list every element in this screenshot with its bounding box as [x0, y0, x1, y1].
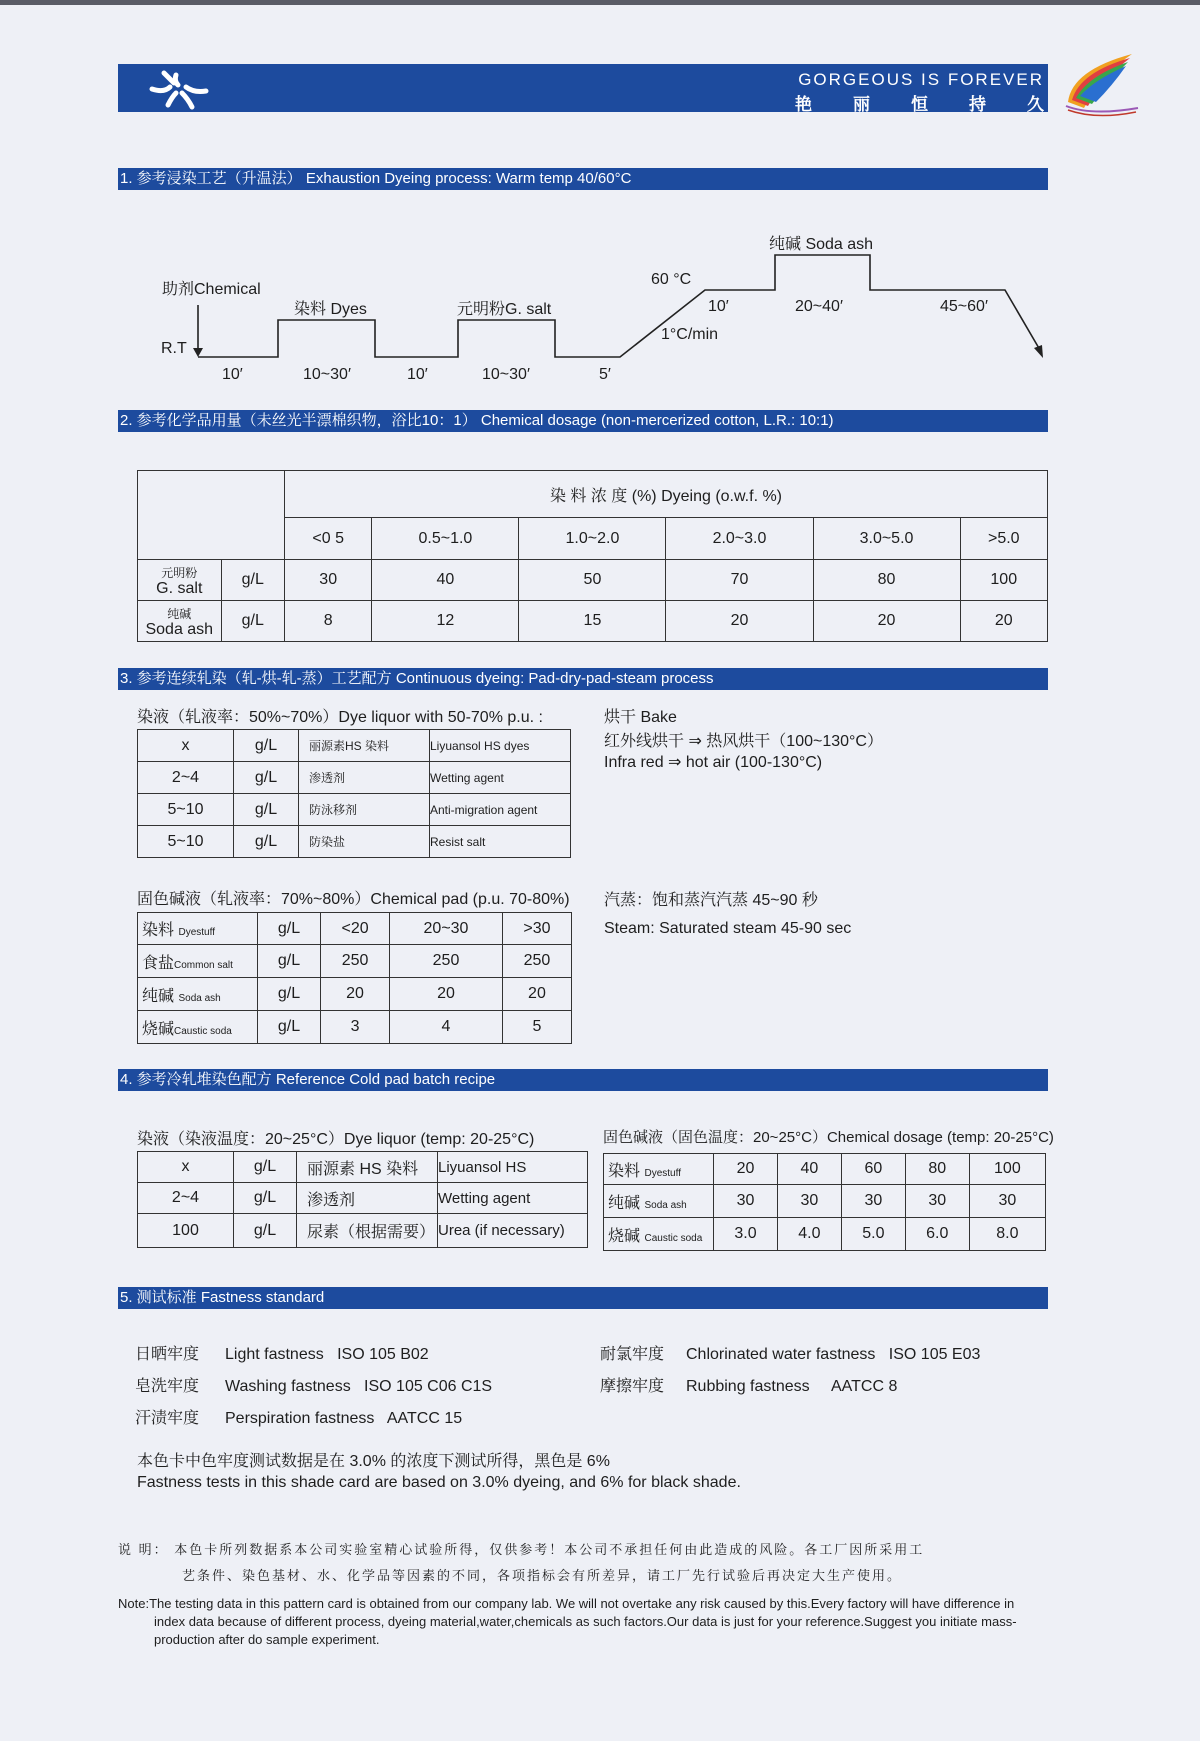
item-cn-cell: 丽源素HS 染料	[299, 730, 430, 762]
value-cell: 30	[777, 1185, 841, 1218]
amount-cell: 2~4	[138, 762, 234, 794]
table-row	[138, 560, 1048, 601]
time-label: 10′	[222, 366, 243, 383]
table-row	[138, 913, 572, 945]
item-en-cell: Wetting agent	[438, 1183, 588, 1214]
value-cell: 40	[777, 1154, 841, 1185]
row-label-cn: 食盐	[142, 954, 175, 972]
value-cell: 30	[841, 1185, 905, 1218]
section-2-title: 2. 参考化学品用量（未丝光半漂棉织物，浴比10：1） Chemical dosage (non-mercerized cotton, L.R.: 10:1)	[118, 410, 1048, 432]
value-cell: 70	[666, 560, 813, 601]
chemical-pad-label: 固色碱液（轧液率：70%~80%）Chemical pad (p.u. 70-80%)	[137, 891, 570, 908]
row-label-en: G. salt	[156, 579, 203, 597]
row-label-cn: 染料	[142, 922, 175, 939]
fastness-std: AATCC 15	[386, 1410, 463, 1427]
bake-line-en: Infra red ⇒ hot air (100-130°C)	[604, 754, 823, 771]
fastness-cn: 日晒牢度	[135, 1346, 200, 1363]
slogan-chinese	[754, 90, 1044, 115]
amount-cell: x	[138, 1152, 234, 1183]
value-cell: 50	[519, 560, 666, 601]
fastness-std: ISO 105 B02	[337, 1346, 429, 1363]
value-cell: 4	[390, 1011, 503, 1044]
value-cell: 8	[285, 601, 372, 642]
row-label-cn: 烧碱	[608, 1227, 641, 1245]
temp-label: 60 °C	[651, 271, 692, 288]
row-label-en: Soda ash	[145, 620, 214, 638]
value-cell: 80	[905, 1154, 969, 1185]
fastness-en: Perspiration fastness	[225, 1410, 375, 1427]
cold-dye-liquor-table	[137, 1151, 588, 1248]
value-cell: 6.0	[905, 1218, 969, 1251]
value-cell: 60	[841, 1154, 905, 1185]
row-label	[604, 1218, 714, 1251]
slogan-char: 丽	[853, 95, 870, 114]
item-en-cell: Anti-migration agent	[430, 794, 571, 826]
time-label: 45~60′	[940, 298, 988, 315]
unit-cell: g/L	[258, 978, 321, 1011]
item-en-cell: Liyuansol HS	[438, 1152, 588, 1183]
slogan-char: 持	[969, 95, 986, 114]
value-cell: 250	[390, 945, 503, 978]
table-row	[138, 730, 571, 762]
row-label-cn: 纯碱	[142, 987, 175, 1005]
time-label: 10~30′	[482, 366, 530, 383]
item-en-cell: Liyuansol HS dyes	[430, 730, 571, 762]
value-cell: 80	[813, 560, 960, 601]
unit-cell: g/L	[258, 913, 321, 945]
section-3-title: 3. 参考连续轧染（轧-烘-轧-蒸）工艺配方 Continuous dyeing: Pad-dry-pad-steam process	[118, 668, 1048, 690]
fastness-item	[600, 1341, 980, 1364]
table-row	[604, 1154, 1046, 1185]
gsalt-label: 元明粉G. salt	[457, 301, 552, 318]
chemical-dosage-table	[137, 470, 1048, 642]
value-cell: 20	[321, 978, 390, 1011]
column-header: >5.0	[960, 518, 1047, 560]
item-cn-cell: 渗透剂	[299, 762, 430, 794]
unit-cell: g/L	[234, 1152, 297, 1183]
value-cell: 250	[321, 945, 390, 978]
dyeing-process-diagram	[150, 220, 1050, 390]
column-header: 0.5~1.0	[372, 518, 519, 560]
row-label-en: Common salt	[174, 959, 233, 971]
value-cell: 250	[502, 945, 571, 978]
value-cell: 15	[519, 601, 666, 642]
fastness-item	[600, 1373, 897, 1396]
row-label-cn: 元明粉	[161, 565, 198, 580]
unit-cell: g/L	[258, 1011, 321, 1044]
row-label-cn: 纯碱	[167, 606, 192, 621]
value-cell: 5.0	[841, 1218, 905, 1251]
slogan-char: 久	[1027, 95, 1044, 114]
disclaimer-cn-line2: 艺条件、染色基材、水、化学品等因素的不同，各项指标会有所差异，请工厂先行试验后再决定大生产使用。	[182, 1568, 903, 1583]
table-row	[138, 1183, 588, 1214]
unit-cell: g/L	[234, 826, 299, 858]
row-label-en: Soda ash	[644, 1199, 687, 1211]
fastness-item	[135, 1373, 492, 1396]
unit-cell: g/L	[221, 601, 284, 642]
section-5-title: 5. 测试标准 Fastness standard	[118, 1287, 1048, 1309]
amount-cell: 5~10	[138, 826, 234, 858]
table-row	[138, 794, 571, 826]
row-label-en: Dyestuff	[178, 927, 215, 938]
slogan-english: GORGEOUS IS FOREVER	[798, 70, 1044, 89]
company-logo-icon	[142, 67, 214, 111]
time-label: 10~30′	[303, 366, 351, 383]
pad-dye-liquor-table	[137, 729, 571, 858]
fastness-en: Chlorinated water fastness	[686, 1346, 876, 1363]
value-cell: <20	[321, 913, 390, 945]
row-label-cn: 烧碱	[142, 1020, 175, 1038]
value-cell: 20~30	[390, 913, 503, 945]
amount-cell: x	[138, 730, 234, 762]
column-header: 1.0~2.0	[519, 518, 666, 560]
row-label-en: Soda ash	[178, 992, 221, 1004]
row-label	[138, 913, 258, 945]
table-row	[138, 978, 572, 1011]
row-label	[138, 978, 258, 1011]
bake-title: 烘干 Bake	[604, 709, 677, 726]
value-cell: 30	[905, 1185, 969, 1218]
row-label	[138, 1011, 258, 1044]
column-header: 3.0~5.0	[813, 518, 960, 560]
unit-cell: g/L	[234, 1214, 297, 1248]
chemical-label: 助剂Chemical	[162, 281, 261, 298]
row-label-cn: 纯碱	[608, 1194, 641, 1212]
column-header: 2.0~3.0	[666, 518, 813, 560]
table-row	[604, 1218, 1046, 1251]
item-en-cell: Urea (if necessary)	[438, 1214, 588, 1248]
value-cell: 12	[372, 601, 519, 642]
cold-dye-liquor-label: 染液（染液温度：20~25°C）Dye liquor (temp: 20-25°C)	[137, 1131, 535, 1148]
fastness-en: Washing fastness	[225, 1378, 351, 1395]
disclaimer-en: Note:The testing data in this pattern card is obtained from our company lab. We will not overtake any risk caused by this.Every factory will have difference in index data because of different process, dyeing material,water,chemicals as such factors.Our data is just for your reference.Suggest you initiate mass-production after do sample experiment.	[118, 1596, 1017, 1647]
bake-line-cn: 红外线烘干 ⇒ 热风烘干（100~130°C）	[604, 733, 883, 750]
dye-liquor-label: 染液（轧液率：50%~70%）Dye liquor with 50-70% p.u. :	[137, 709, 543, 726]
fastness-std: AATCC 8	[830, 1378, 898, 1395]
fastness-item	[135, 1405, 462, 1428]
steam-cn: 汽蒸：饱和蒸汽汽蒸 45~90 秒	[604, 892, 818, 909]
slogan-char: 艳	[795, 95, 812, 114]
value-cell: 5	[502, 1011, 571, 1044]
unit-cell: g/L	[234, 1183, 297, 1214]
value-cell: 20	[666, 601, 813, 642]
row-label	[604, 1154, 714, 1185]
table-row	[138, 945, 572, 978]
section-1-title: 1. 参考浸染工艺（升温法） Exhaustion Dyeing process: Warm temp 40/60°C	[118, 168, 1048, 190]
table-row	[138, 1011, 572, 1044]
row-label	[138, 560, 222, 601]
item-cn-cell: 渗透剂	[297, 1183, 438, 1214]
value-cell: 30	[714, 1185, 778, 1218]
fastness-en: Light fastness	[225, 1346, 324, 1363]
cold-chem-table	[603, 1153, 1046, 1251]
table-row	[138, 1152, 588, 1183]
unit-cell: g/L	[234, 794, 299, 826]
time-label: 10′	[708, 298, 729, 315]
value-cell: 20	[390, 978, 503, 1011]
row-label-en: Dyestuff	[644, 1167, 681, 1179]
table-row	[604, 1185, 1046, 1218]
value-cell: 100	[969, 1154, 1045, 1185]
item-cn-cell: 尿素（根据需要）	[297, 1214, 438, 1248]
row-label-en: Caustic soda	[174, 1025, 232, 1037]
table-row	[138, 762, 571, 794]
fastness-en: Rubbing fastness	[686, 1378, 810, 1395]
fastness-std: ISO 105 C06 C1S	[364, 1378, 493, 1395]
blank-corner-cell	[138, 471, 285, 560]
row-label	[604, 1185, 714, 1218]
column-header: <0 5	[285, 518, 372, 560]
value-cell: 20	[813, 601, 960, 642]
unit-cell: g/L	[221, 560, 284, 601]
value-cell: 20	[714, 1154, 778, 1185]
value-cell: 3.0	[714, 1218, 778, 1251]
rainbow-brand-icon	[1062, 50, 1142, 120]
value-cell: 30	[285, 560, 372, 601]
value-cell: 3	[321, 1011, 390, 1044]
rt-label: R.T	[161, 340, 187, 357]
table-row	[138, 601, 1048, 642]
fastness-cn: 汗渍牢度	[135, 1410, 200, 1427]
unit-cell: g/L	[234, 730, 299, 762]
item-en-cell: Wetting agent	[430, 762, 571, 794]
slogan-char: 恒	[911, 95, 928, 114]
scan-top-edge	[0, 0, 1200, 5]
fastness-cn: 摩擦牢度	[600, 1378, 665, 1395]
item-cn-cell: 防泳移剂	[299, 794, 430, 826]
fastness-note-cn: 本色卡中色牢度测试数据是在 3.0% 的浓度下测试所得，黑色是 6%	[137, 1453, 610, 1470]
time-label: 5′	[599, 366, 611, 383]
row-label	[138, 945, 258, 978]
cold-chem-label: 固色碱液（固色温度：20~25°C）Chemical dosage (temp: 20-25°C)	[603, 1129, 1054, 1146]
fastness-std: ISO 105 E03	[888, 1346, 981, 1363]
value-cell: 30	[969, 1185, 1045, 1218]
value-cell: >30	[502, 913, 571, 945]
amount-cell: 100	[138, 1214, 234, 1248]
fastness-item	[135, 1341, 429, 1364]
header-band	[118, 64, 1048, 112]
dyeing-header-cell: 染 料 浓 度 (%) Dyeing (o.w.f. %)	[285, 471, 1048, 518]
item-cn-cell: 丽源素 HS 染料	[297, 1152, 438, 1183]
steam-en: Steam: Saturated steam 45-90 sec	[604, 920, 852, 937]
item-cn-cell: 防染盐	[299, 826, 430, 858]
time-label: 10′	[407, 366, 428, 383]
value-cell: 100	[960, 560, 1047, 601]
unit-cell: g/L	[258, 945, 321, 978]
rate-label: 1°C/min	[661, 326, 719, 343]
table-row	[138, 826, 571, 858]
item-en-cell: Resist salt	[430, 826, 571, 858]
row-label-en: Caustic soda	[644, 1232, 703, 1244]
soda-ash-label: 纯碱 Soda ash	[769, 236, 874, 253]
fastness-note-en: Fastness tests in this shade card are based on 3.0% dyeing, and 6% for black shade.	[137, 1474, 741, 1491]
time-label: 20~40′	[795, 298, 843, 315]
disclaimer-cn-line1: 说 明： 本色卡所列数据系本公司实验室精心试验所得，仅供参考！本公司不承担任何由此造成的风险。各工厂因所采用工	[118, 1542, 925, 1557]
value-cell: 40	[372, 560, 519, 601]
dyes-label: 染料 Dyes	[294, 301, 367, 318]
value-cell: 20	[960, 601, 1047, 642]
fastness-cn: 耐氯牢度	[600, 1346, 665, 1363]
row-label	[138, 601, 222, 642]
value-cell: 4.0	[777, 1218, 841, 1251]
unit-cell: g/L	[234, 762, 299, 794]
row-label-cn: 染料	[608, 1162, 641, 1180]
section-4-title: 4. 参考冷轧堆染色配方 Reference Cold pad batch recipe	[118, 1069, 1048, 1091]
value-cell: 20	[502, 978, 571, 1011]
value-cell: 8.0	[969, 1218, 1045, 1251]
fastness-cn: 皂洗牢度	[135, 1378, 200, 1395]
table-row	[138, 1214, 588, 1248]
amount-cell: 2~4	[138, 1183, 234, 1214]
chemical-pad-table	[137, 912, 572, 1044]
amount-cell: 5~10	[138, 794, 234, 826]
